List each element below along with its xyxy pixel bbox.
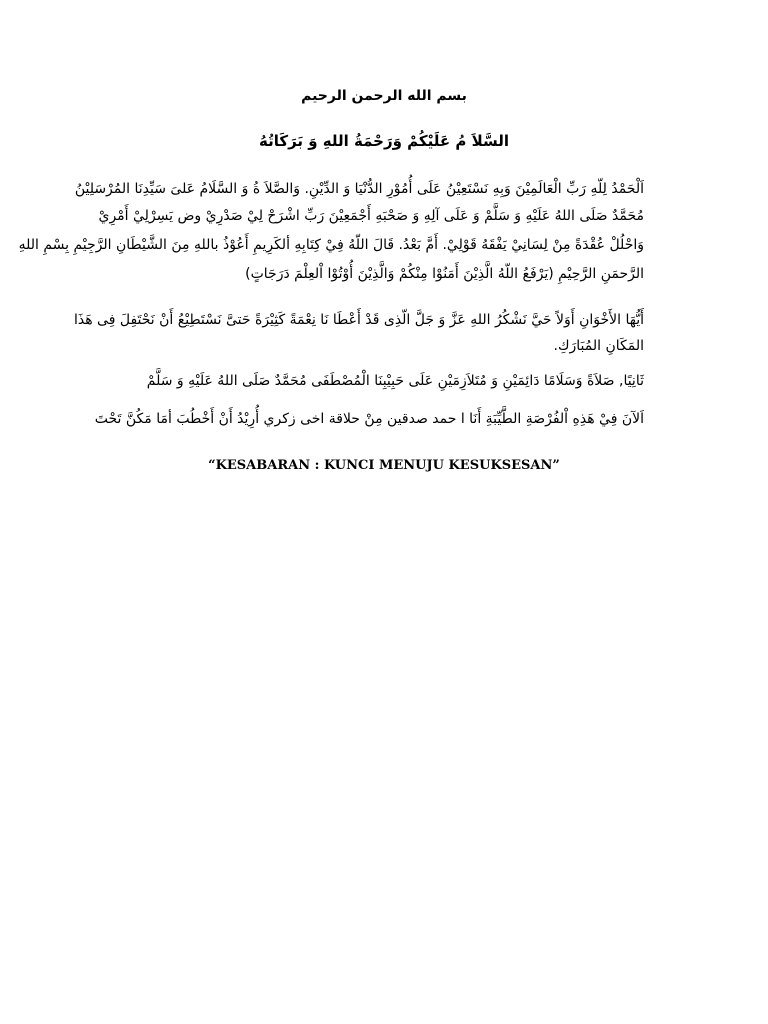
paragraph1-line1: اَلْحَمْدُ لِلّهِ رَبِّ الْعَالَمِيْنَ وَبِهِ نَسْتَعِيْنُ عَلَى أُمُوْرِ الدُّنْيَا وَ الدِّيْنِ. وَالصَّلاَ ةُ وَ السَّلَامُ عَلىَ سَيِّدِنَا المُرْسَلِيْنُ <box>74 181 644 197</box>
paragraph2-line1: أَيُّهَا الأَخْوَانِ أَوَلاً حَيَّ نَشْكُرُ اللهِ عَزَّ وَ جَلَّ الّذِى قَدْ أَعْطَا نَا نِعْمَةً كَثِيْرَةً حَتىَّ نَسْتَطِيْعُ أَنْ نَحْتَفِلَ فِى هَذَا <box>73 312 644 328</box>
bismillah-heading: بسم الله الرحمن الرحيم <box>301 88 467 104</box>
paragraph3-line: ثَانِيًا, صَلاَةً وَسَلَامًا دَائِمَيْنِ وَ مُتَلاَزِمَيْنِ عَلَى حَبِيْبِنَا الْمُصْطَفَى مُحَمَّدٌ صَلَى اللهُ عَلَيْهِ وَ سَلَّمْ <box>146 373 644 389</box>
paragraph4-line: اَلآنَ فِيْ هَذِهِ اْلفُرْصَةِ الطَّيِّبَةِ أَنَا ا حمد صدقين مِنْ حلاقة اخى زكري أُرِيْدُ أَنْ أَخْطُبَ أمَا مَكُنَّ تَحْتَ <box>94 411 644 427</box>
speech-title: “KESABARAN : KUNCI MENUJU KESUKSESAN” <box>208 458 560 473</box>
paragraph2-line2: المَكَانِ المُبَارَكِ. <box>553 338 644 354</box>
paragraph1-line4: الرَّحمَنِ الرَّحِيْمِ (يَرْفَعُ اللّهُ الَّذِيْنَ أَمَنُوْا مِنْكُمْ وَالَّذِيْنَ أُوْتُوْا اْلعِلْمَ دَرَجَاتٍ) <box>245 266 644 282</box>
salam-greeting: السَّلاَ مُ عَلَيْكُمْ وَرَحْمَةُ اللهِ وَ بَرَكَاتُهُ <box>258 132 510 150</box>
paragraph1-line2: مُحَمَّدٌ صَلَى اللهُ عَلَيْهِ وَ سَلَّمْ وَ عَلَى آلِهِ وَ صَحْبَهِ أَجْمَعِيْنَ رَبِّ اشْرَحْ لِيْ صَدْرِيْ وض يَسِرْلِيْ أَمْرِيْ <box>98 208 644 224</box>
paragraph1-line3: وَاحْلُلْ عُقْدَةً مِنْ لِسَانِيْ يَفْقَهُ قَوْلِيْ. أَمَّ بَعْدُ. قَالَ اللّهُ فِيْ كِتَابِهِ ألكَرِيمِ أَعُوْذُ باللهِ مِنَ الشَّيْطَانِ الرَّجِيْمِ بِسْمِ اللهِ <box>18 237 644 253</box>
